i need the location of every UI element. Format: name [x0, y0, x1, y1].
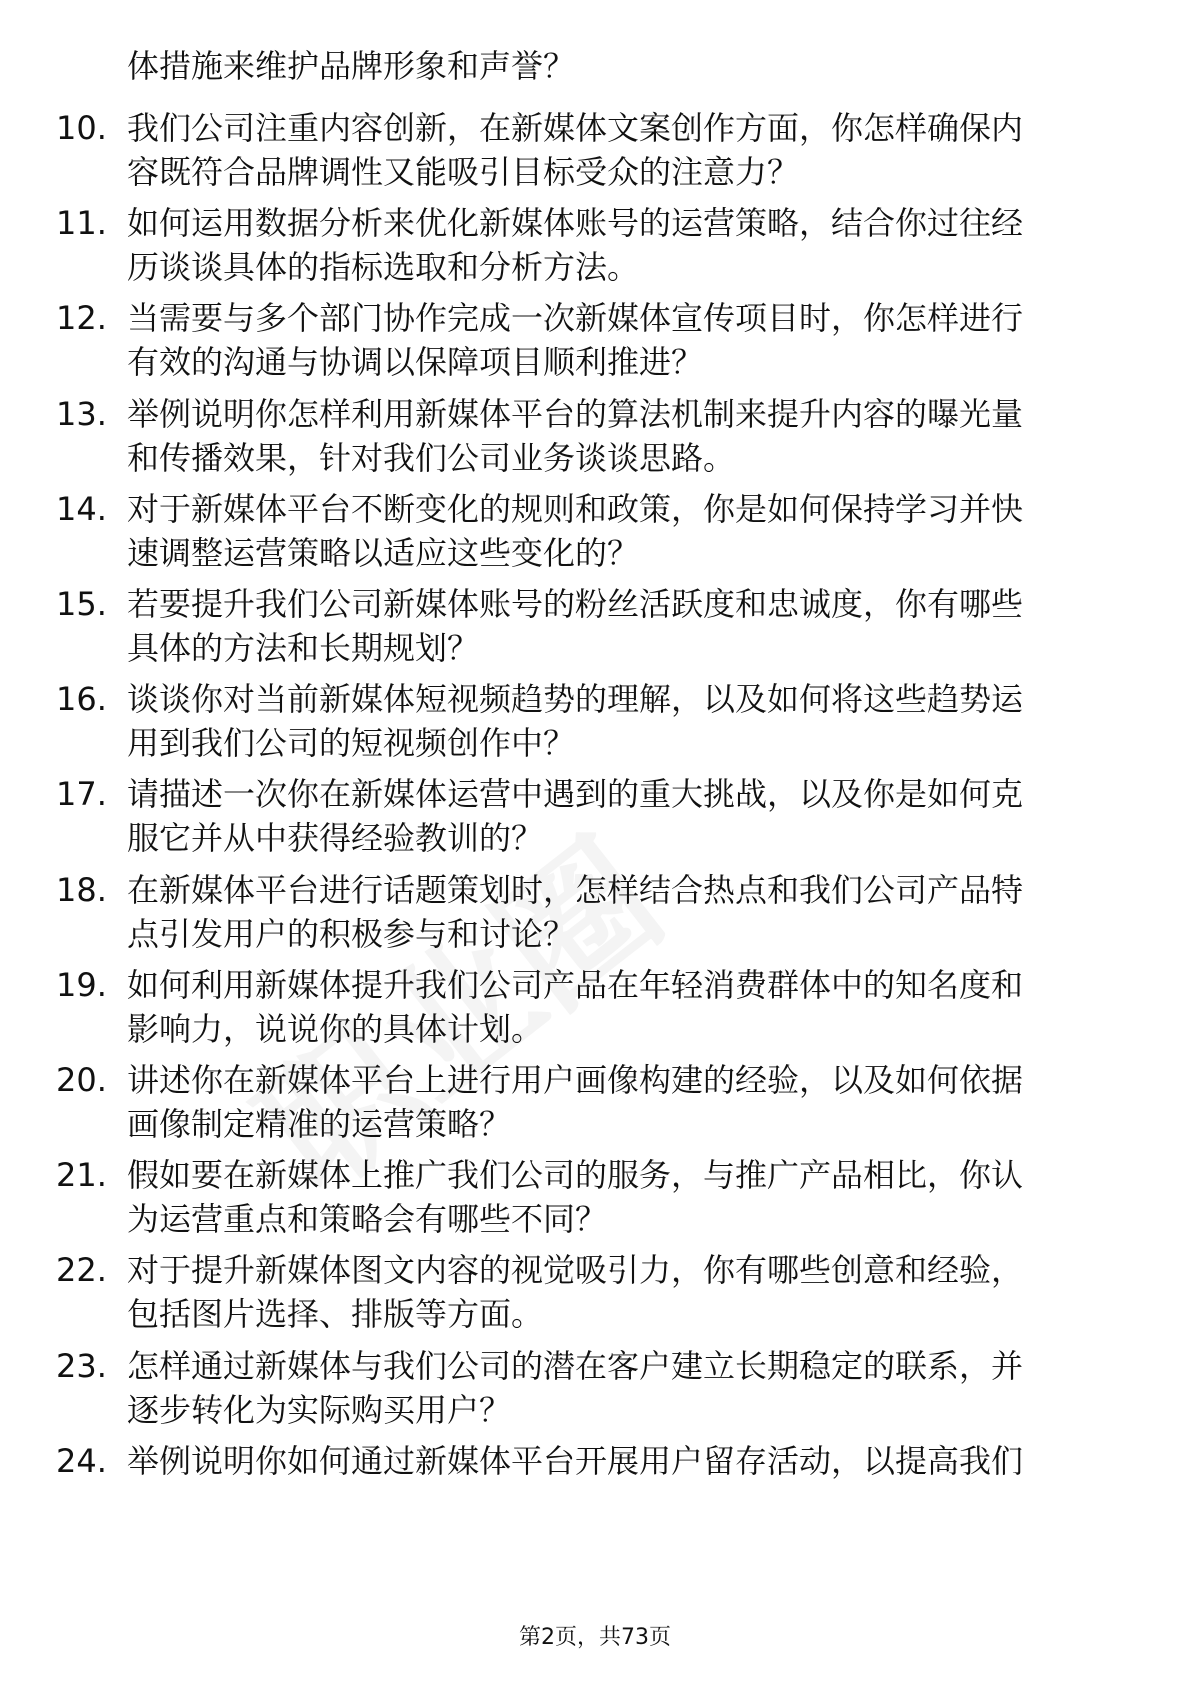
question-text-line: 对于提升新媒体图文内容的视觉吸引力，你有哪些创意和经验， [127, 1251, 1024, 1290]
question-text-line: 在新媒体平台进行话题策划时，怎样结合热点和我们公司产品特 [127, 870, 1024, 909]
question-text-line: 请描述一次你在新媒体运营中遇到的重大挑战，以及你是如何克 [127, 775, 1024, 814]
question-text-line: 用到我们公司的短视频创作中？ [127, 724, 576, 763]
question-text-line: 若要提升我们公司新媒体账号的粉丝活跃度和忠诚度，你有哪些 [127, 585, 1024, 623]
question-number: 14. [56, 489, 107, 528]
question-text-line: 点引发用户的积极参与和讨论？ [127, 914, 576, 953]
question-number: 20. [56, 1061, 107, 1099]
question-text-line: 我们公司注重内容创新，在新媒体文案创作方面，你怎样确保内 [127, 109, 1024, 147]
question-text-line: 假如要在新媒体上推广我们公司的服务，与推广产品相比，你认 [127, 1156, 1024, 1195]
question-number: 16. [56, 680, 107, 719]
question-text-line: 为运营重点和策略会有哪些不同？ [127, 1200, 608, 1239]
page-footer: 第2页，共73页 [519, 1625, 671, 1650]
question-text-line: 速调整运营策略以适应这些变化的？ [127, 533, 640, 572]
question-text-line: 画像制定精准的运营策略？ [127, 1105, 512, 1143]
question-text-line: 容既符合品牌调性又能吸引目标受众的注意力？ [127, 153, 800, 191]
question-number: 17. [56, 775, 107, 814]
question-text-line: 服它并从中获得经验教训的？ [127, 819, 544, 858]
question-text-line: 怎样通过新媒体与我们公司的潜在客户建立长期稳定的联系，并 [127, 1346, 1024, 1385]
question-text-line: 逐步转化为实际购买用户？ [127, 1390, 512, 1429]
question-text-line: 如何运用数据分析来优化新媒体账号的运营策略，结合你过往经 [127, 204, 1024, 243]
question-text-line: 包括图片选择、排版等方面。 [127, 1295, 544, 1334]
question-text-line: 历谈谈具体的指标选取和分析方法。 [127, 248, 640, 287]
question-text-line: 对于新媒体平台不断变化的规则和政策，你是如何保持学习并快 [127, 489, 1024, 528]
question-number: 13. [56, 394, 107, 433]
question-number: 18. [56, 870, 107, 909]
question-number: 15. [56, 585, 107, 623]
question-text-line: 谈谈你对当前新媒体短视频趋势的理解，以及如何将这些趋势运 [127, 680, 1024, 719]
question-text-line: 具体的方法和长期规划？ [127, 629, 480, 667]
question-number: 22. [56, 1251, 107, 1290]
question-number: 21. [56, 1156, 107, 1195]
question-number: 10. [56, 109, 107, 147]
question-text-line: 影响力，说说你的具体计划。 [127, 1009, 544, 1048]
question-number: 23. [56, 1346, 107, 1385]
question-text-line: 有效的沟通与协调以保障项目顺利推进？ [127, 343, 704, 382]
continuation-line: 体措施来维护品牌形象和声誉？ [127, 47, 576, 85]
question-text-line: 和传播效果，针对我们公司业务谈谈思路。 [127, 438, 736, 477]
question-text-line: 如何利用新媒体提升我们公司产品在年轻消费群体中的知名度和 [127, 965, 1024, 1004]
question-text-line: 讲述你在新媒体平台上进行用户画像构建的经验，以及如何依据 [127, 1061, 1024, 1099]
question-number: 12. [56, 299, 107, 338]
question-text-line: 当需要与多个部门协作完成一次新媒体宣传项目时，你怎样进行 [127, 299, 1024, 338]
question-number: 11. [56, 204, 107, 243]
question-text-line: 举例说明你怎样利用新媒体平台的算法机制来提升内容的曝光量 [127, 394, 1024, 433]
question-number: 24. [56, 1441, 107, 1480]
question-text-line: 举例说明你如何通过新媒体平台开展用户留存活动，以提高我们 [127, 1441, 1024, 1480]
question-number: 19. [56, 965, 107, 1004]
